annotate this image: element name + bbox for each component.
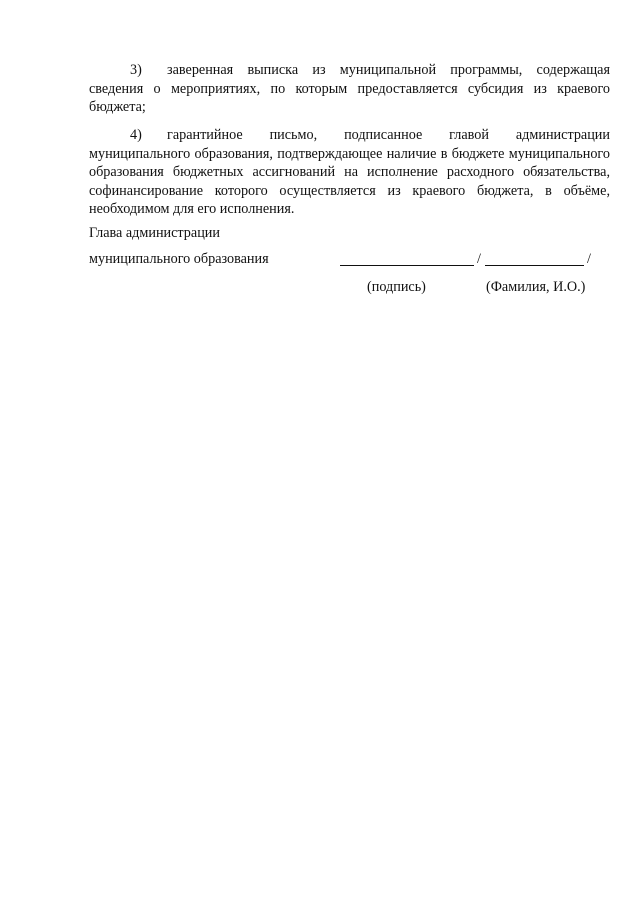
list-item-number: 4) (130, 127, 142, 143)
list-item-number: 3) (130, 62, 142, 78)
signatory-title-line-2: муниципального образования (89, 251, 269, 267)
list-item-text: гарантийное письмо, подписанное главой администрации муниципального образования, подтверждающее наличие в бюджете муниципального образования бюджетных ассигнований на исполнение расходного обязательства, софинансирование которого осуществляется из краевого бюджета, в объёме, необходимом для его исполнения. (89, 127, 610, 217)
name-caption: (Фамилия, И.О.) (486, 279, 586, 295)
separator-slash: / (587, 251, 591, 267)
list-item-4 (89, 126, 610, 219)
signature-blank-line (340, 265, 474, 266)
list-item-text: заверенная выписка из муниципальной программы, содержащая сведения о мероприятиях, по которым предоставляется субсидия из краевого бюджета; (89, 62, 610, 115)
separator-slash: / (477, 251, 481, 267)
signature-caption: (подпись) (367, 279, 426, 295)
signatory-title-line-1: Глава администрации (89, 225, 220, 241)
name-blank-line (485, 265, 584, 266)
list-item-3 (89, 61, 610, 117)
